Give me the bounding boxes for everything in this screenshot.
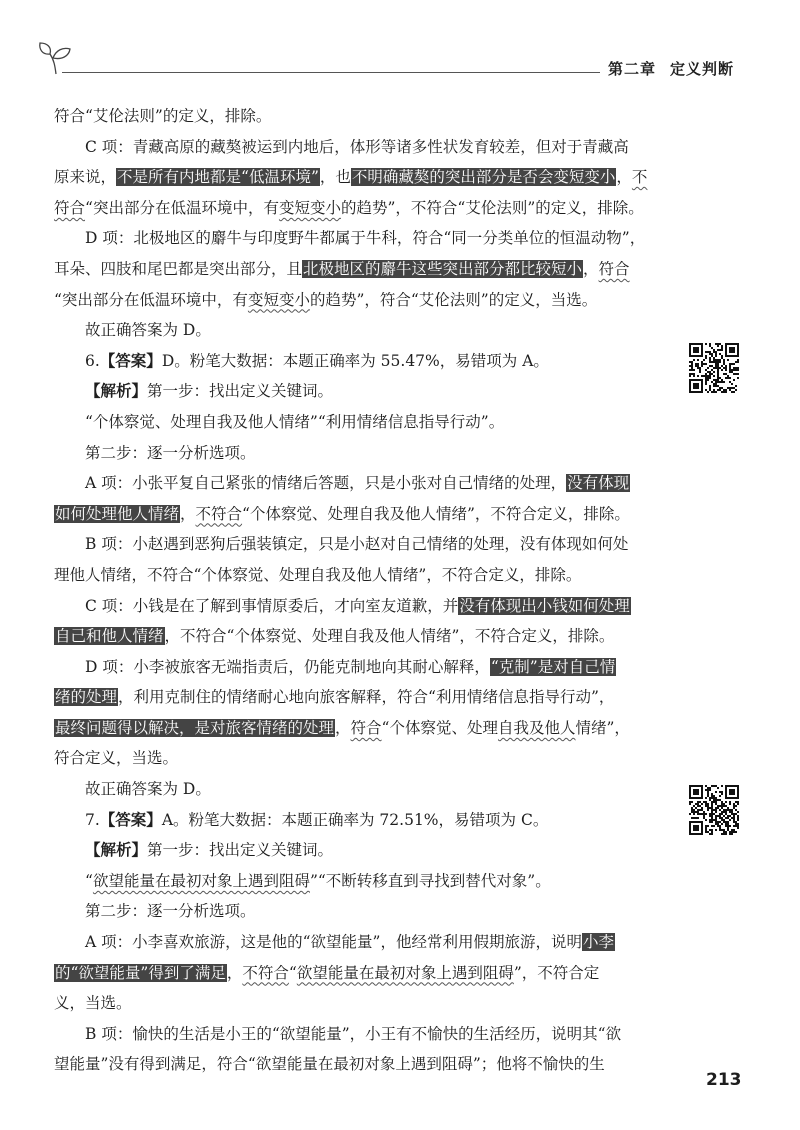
text-segment: 第一步：找出定义关键词。 — [147, 382, 334, 401]
highlighted-text: 自己和他人情绪 — [55, 627, 164, 646]
qr-code-icon — [689, 343, 739, 393]
text-segment: 第二步：逐一分析选项。 — [85, 443, 256, 462]
text-segment: B 项：小赵遇到恶狗后强装镇定，只是小赵对自己情绪的处理，没有体现如何处 — [85, 535, 629, 554]
text-segment: “个体察觉、处理自我及他人情绪”，不符合定义，排除。 — [242, 504, 630, 523]
text-segment: D 项：小李被旅客无端指责后，仍能克制地向其耐心解释， — [85, 657, 490, 676]
text-segment: D 项：北极地区的麝牛与印度野牛都属于牛科，符合“同一分类单位的恒温动物”， — [85, 229, 646, 248]
text-segment: ，也 — [319, 168, 351, 187]
text-segment: 7. — [85, 810, 100, 829]
text-segment: “突出部分在低温环境中，有 — [54, 290, 248, 309]
underlined-text: 欲望能量在最初对象上遇到阻碍 — [92, 871, 310, 890]
text-line — [54, 896, 682, 927]
qr-code-question-6[interactable] — [689, 343, 739, 393]
underlined-text: 不符合 — [195, 504, 243, 523]
text-segment: 符合“艾伦法则”的定义，排除。 — [54, 107, 272, 125]
highlighted-text: 不明确藏獒的突出部分是否会变短变小 — [351, 168, 616, 187]
text-line — [54, 621, 682, 652]
text-segment: ， — [335, 718, 351, 737]
underlined-text: 变短变小 — [278, 198, 341, 217]
qr-code-icon — [689, 785, 739, 835]
text-segment: 情绪”， — [575, 718, 630, 737]
text-segment: D。粉笔大数据：本题正确率为 55.47%，易错项为 A。 — [161, 351, 549, 370]
text-line — [54, 223, 682, 254]
text-line — [54, 407, 682, 438]
text-segment: “ — [85, 871, 93, 890]
text-line — [54, 743, 682, 774]
text-line — [54, 713, 682, 744]
underlined-text: 符合 — [350, 718, 382, 737]
underlined-text: 不 — [631, 168, 648, 187]
text-segment: 故正确答案为 D。 — [85, 321, 211, 340]
qr-code-question-7[interactable] — [689, 785, 739, 835]
text-segment: 原来说， — [54, 168, 117, 187]
text-segment: 望能量”没有得到满足，符合“欲望能量在最初对象上遇到阻碍”；他将不愉快的生 — [54, 1055, 605, 1074]
running-header — [608, 58, 734, 79]
text-line — [54, 805, 682, 836]
text-line — [54, 958, 682, 989]
leaf-icon — [38, 40, 72, 76]
header-rule — [62, 72, 600, 73]
text-line — [54, 254, 682, 285]
text-line — [54, 132, 682, 163]
bold-label: 【答案】 — [99, 809, 162, 829]
text-segment: “个体察觉、处理 — [381, 718, 498, 737]
answer-explanation-text — [54, 101, 682, 1080]
bold-label: 【解析】 — [85, 840, 148, 860]
text-segment: 的趋势”，不符合“艾伦法则”的定义，排除。 — [340, 198, 644, 217]
highlighted-text: “克制”是对自己情 — [490, 657, 616, 676]
text-segment: 理他人情绪，不符合“个体察觉、处理自我及他人情绪”，不符合定义，排除。 — [54, 565, 582, 584]
text-line — [54, 101, 682, 132]
text-segment: 故正确答案为 D。 — [85, 780, 211, 799]
text-line — [54, 346, 682, 377]
text-segment: “个体察觉、处理自我及他人情绪”“利用情绪信息指导行动”。 — [85, 412, 505, 431]
text-segment: 6. — [85, 351, 100, 370]
highlighted-text: 如何处理他人情绪 — [55, 504, 180, 523]
highlighted-text: 没有体现 — [567, 474, 630, 493]
text-segment: ”“不断转移直到寻找到替代对象”。 — [309, 871, 551, 890]
highlighted-text: 不是所有内地都是“低温环境” — [117, 168, 319, 187]
text-segment: ， — [583, 259, 599, 278]
text-segment: A。粉笔大数据：本题正确率为 72.51%，易错项为 C。 — [161, 810, 549, 829]
highlighted-text: 最终问题得以解决，是对旅客情绪的处理 — [55, 718, 335, 737]
text-line — [54, 1049, 682, 1080]
underlined-text: 不符合 — [242, 963, 289, 982]
text-segment: ，不符合“个体察觉、处理自我及他人情绪”，不符合定义，排除。 — [164, 627, 615, 646]
text-line — [54, 438, 682, 469]
text-segment: ， — [616, 168, 632, 187]
text-line — [54, 591, 682, 622]
text-line — [54, 468, 682, 499]
text-line — [54, 376, 682, 407]
underlined-text: 变短变小 — [247, 290, 310, 309]
text-line — [54, 162, 682, 193]
text-segment: 符合定义，当选。 — [54, 749, 179, 768]
text-segment: C 项：小钱是在了解到事情原委后，才向室友道歉，并 — [85, 596, 459, 615]
text-segment: 第一步：找出定义关键词。 — [147, 841, 334, 860]
chapter-label: 第二章 — [608, 60, 657, 78]
page-header — [0, 0, 800, 90]
text-line — [54, 193, 682, 224]
text-segment: A 项：小张平复自己紧张的情绪后答题，只是小张对自己情绪的处理， — [85, 474, 567, 493]
text-segment: C 项：青藏高原的藏獒被运到内地后，体形等诸多性状发育较差，但对于青藏高 — [85, 137, 629, 156]
text-segment: 耳朵、四肢和尾巴都是突出部分，且 — [54, 259, 303, 278]
text-line — [54, 927, 682, 958]
highlighted-text: 绪的处理 — [55, 688, 118, 707]
text-segment: ， — [180, 504, 196, 523]
text-line — [54, 652, 682, 683]
text-segment: “突出部分在低温环境中，有 — [85, 198, 279, 217]
text-line — [54, 499, 682, 530]
text-segment: 的趋势”，符合“艾伦法则”的定义，当选。 — [309, 290, 598, 309]
text-line — [54, 682, 682, 713]
underlined-text: 符合 — [54, 198, 86, 217]
highlighted-text: 小李 — [582, 933, 614, 952]
page-number: 213 — [706, 1070, 742, 1090]
underlined-text: 欲望能量在最初对象上遇到阻碍 — [296, 963, 514, 982]
text-line — [54, 315, 682, 346]
highlighted-text: 没有体现出小钱如何处理 — [459, 596, 630, 615]
text-line — [54, 1019, 682, 1050]
underlined-text: 自我及他人 — [497, 718, 576, 737]
text-line — [54, 529, 682, 560]
text-segment: A 项：小李喜欢旅游，这是他的“欲望能量”，他经常利用假期旅游，说明 — [85, 933, 582, 952]
text-line — [54, 988, 682, 1019]
text-line — [54, 285, 682, 316]
text-line — [54, 560, 682, 591]
text-segment: ， — [226, 963, 243, 982]
highlighted-text: 北极地区的麝牛这些突出部分都比较短小 — [303, 259, 583, 278]
text-line — [54, 774, 682, 805]
underlined-text: 符合 — [598, 259, 630, 278]
text-segment: B 项：愉快的生活是小王的“欲望能量”，小王有不愉快的生活经历，说明其“欲 — [85, 1024, 622, 1043]
text-line — [54, 866, 682, 897]
text-line — [54, 835, 682, 866]
text-segment: ，利用克制住的情绪耐心地向旅客解释，符合“利用情绪信息指导行动”， — [118, 688, 615, 707]
text-segment: 第二步：逐一分析选项。 — [85, 902, 256, 921]
section-label: 定义判断 — [670, 60, 735, 78]
bold-label: 【答案】 — [99, 350, 162, 370]
highlighted-text: 的“欲望能量”得到了满足 — [55, 963, 226, 982]
bold-label: 【解析】 — [85, 381, 148, 401]
text-segment: ”，不符合定 — [513, 963, 600, 982]
text-segment: “ — [288, 963, 297, 982]
text-segment: 义，当选。 — [54, 994, 132, 1013]
